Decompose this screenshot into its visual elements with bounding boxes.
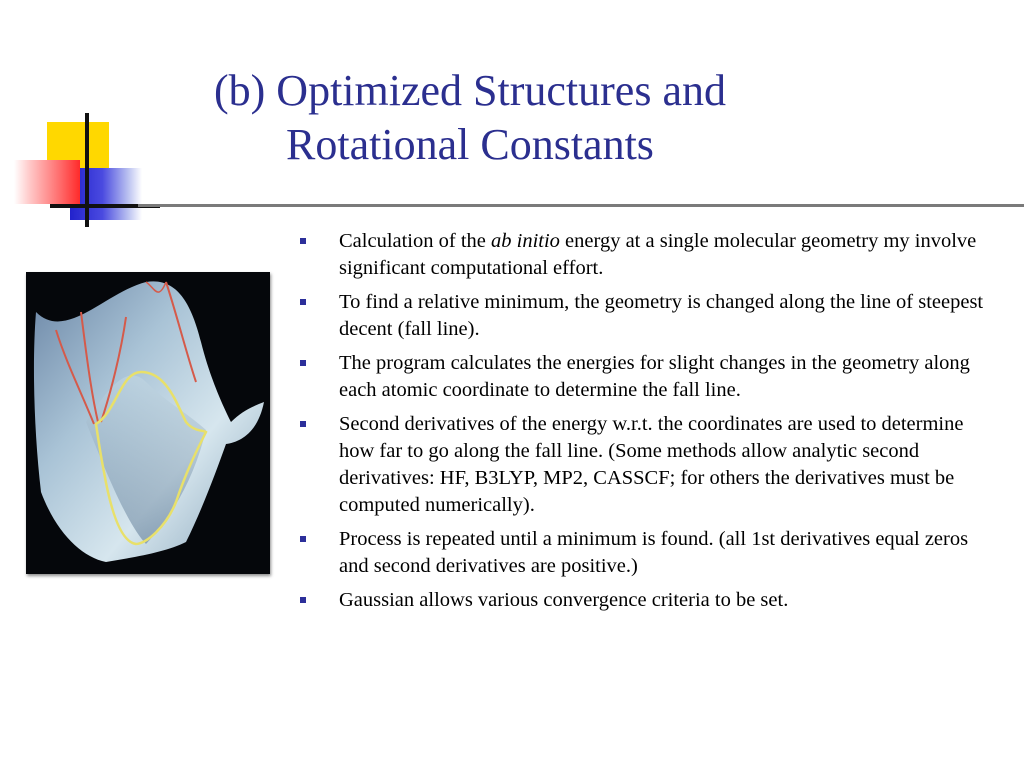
bullet-item: [300, 587, 1000, 614]
bullet-text: Process is repeated until a minimum is found. (all 1st derivatives equal zeros and second derivatives are positive.): [339, 528, 969, 577]
bullet-item: [300, 411, 1000, 519]
logo-vertical-line: [85, 113, 89, 227]
bullet-square-icon: [300, 421, 306, 427]
logo-blue-square: [70, 168, 142, 220]
bullet-item: [300, 350, 1000, 404]
potential-energy-surface-image: [26, 272, 270, 574]
bullet-text-pre: Calculation of the: [339, 230, 491, 252]
bullet-square-icon: [300, 360, 306, 366]
slide-title-line-1: (b) Optimized Structures and: [214, 66, 726, 115]
bullet-text-post: energy at a single molecular geometry my involve significant computational effort.: [339, 230, 977, 279]
logo-red-square: [14, 160, 80, 204]
bullet-text: To find a relative minimum, the geometry is changed along the line of steepest decent (fall line).: [339, 291, 984, 340]
bullet-item: [300, 228, 1000, 282]
slide-title: [110, 64, 830, 172]
bullet-item: [300, 526, 1000, 580]
bullet-item: [300, 289, 1000, 343]
bullet-square-icon: [300, 238, 306, 244]
energy-surface-graphic: [26, 272, 270, 574]
title-divider: [138, 204, 1024, 207]
bullet-square-icon: [300, 597, 306, 603]
bullet-square-icon: [300, 536, 306, 542]
bullet-square-icon: [300, 299, 306, 305]
bullet-text: Second derivatives of the energy w.r.t. the coordinates are used to determine how far to go along the fall line. (Some methods allow analytic second derivatives: HF, B3LYP, MP2, CASSCF; for others the derivatives must be computed numerically).: [339, 413, 964, 516]
bullet-text: The program calculates the energies for slight changes in the geometry along each atomic coordinate to determine the fall line.: [339, 352, 970, 401]
bullet-list: [300, 228, 1000, 621]
bullet-text-italic: ab initio: [491, 230, 560, 252]
bullet-text: Gaussian allows various convergence criteria to be set.: [339, 589, 789, 611]
slide-title-line-2: Rotational Constants: [286, 120, 654, 169]
